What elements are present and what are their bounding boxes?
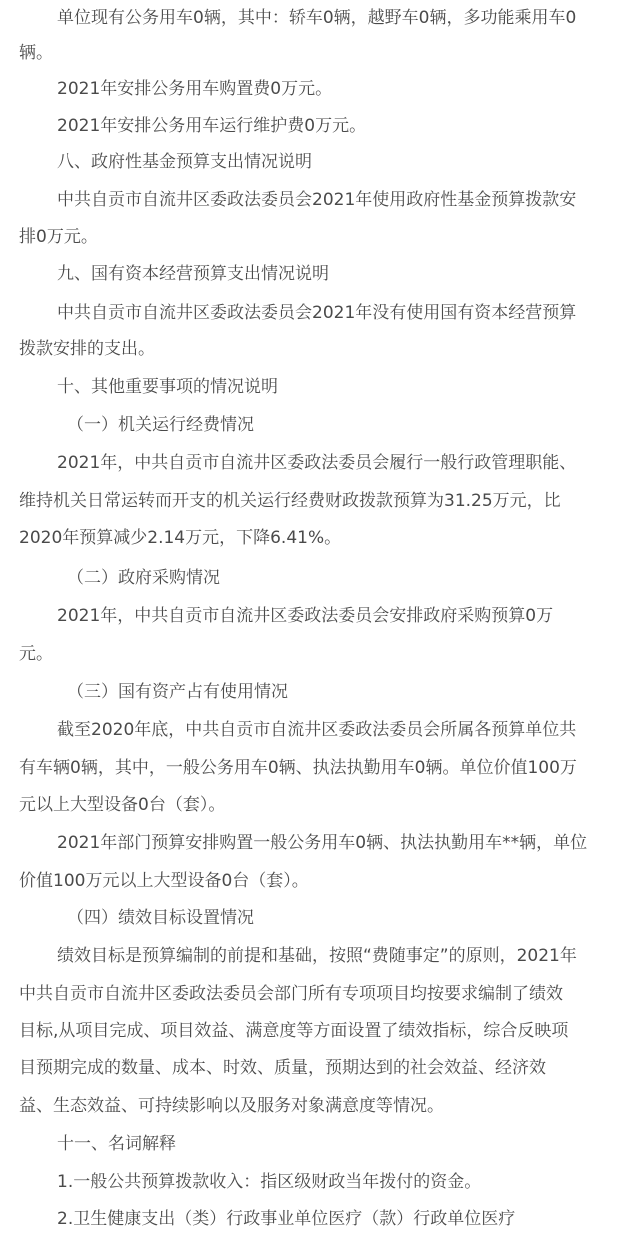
paragraph-line: 拨款安排的支出。 (19, 339, 155, 359)
paragraph-line: 中共自贡市自流井区委政法委员会2021年没有使用国有资本经营预算 (57, 303, 577, 323)
paragraph-line: 排0万元。 (19, 227, 98, 247)
paragraph-line: 2021年，中共自贡市自流井区委政法委员会安排政府采购预算0万 (57, 606, 554, 626)
subsection-heading: （四）绩效目标设置情况 (67, 908, 254, 928)
subsection-heading: （三）国有资产占有使用情况 (67, 682, 288, 702)
paragraph-line: 2021年安排公务用车购置费0万元。 (57, 79, 333, 99)
paragraph-line: 有车辆0辆，其中，一般公务用车0辆、执法执勤用车0辆。单位价值100万 (19, 758, 577, 778)
paragraph-line: 截至2020年底，中共自贡市自流井区委政法委员会所属各预算单位共 (57, 720, 577, 740)
paragraph-line: 价值100万元以上大型设备0台（套）。 (19, 871, 309, 891)
paragraph-line: 元。 (19, 644, 53, 664)
paragraph-line: 元以上大型设备0台（套）。 (19, 795, 226, 815)
paragraph-line: 2020年预算减少2.14万元，下降6.41%。 (19, 528, 342, 548)
paragraph-line: 维持机关日常运转而开支的机关运行经费财政拨款预算为31.25万元，比 (19, 491, 561, 511)
paragraph-line: 2021年安排公务用车运行维护费0万元。 (57, 116, 367, 136)
paragraph-line: 辆。 (19, 43, 53, 63)
paragraph-line: 益、生态效益、可持续影响以及服务对象满意度等情况。 (19, 1096, 444, 1116)
subsection-heading: （二）政府采购情况 (67, 568, 220, 588)
section-heading: 九、国有资本经营预算支出情况说明 (57, 264, 329, 284)
section-heading: 十、其他重要事项的情况说明 (57, 377, 278, 397)
section-heading: 八、政府性基金预算支出情况说明 (57, 152, 312, 172)
paragraph-line: 中共自贡市自流井区委政法委员会2021年使用政府性基金预算拨款安 (57, 190, 577, 210)
section-heading: 十一、名词解释 (57, 1134, 176, 1154)
paragraph-line: 目标,从项目完成、项目效益、满意度等方面设置了绩效指标，综合反映项 (19, 1021, 569, 1041)
paragraph-line: 2021年部门预算安排购置一般公务用车0辆、执法执勤用车**辆，单位 (57, 833, 588, 853)
paragraph-line: 绩效目标是预算编制的前提和基础，按照“费随事定”的原则，2021年 (57, 946, 577, 966)
paragraph-line: 中共自贡市自流井区委政法委员会部门所有专项项目均按要求编制了绩效 (19, 984, 563, 1004)
paragraph-line: 2021年，中共自贡市自流井区委政法委员会履行一般行政管理职能、 (57, 453, 577, 473)
paragraph-line: 单位现有公务用车0辆，其中：轿车0辆，越野车0辆，多功能乘用车0 (57, 8, 577, 28)
paragraph-line: 1.一般公共预算拨款收入：指区级财政当年拨付的资金。 (57, 1172, 482, 1192)
paragraph-line: 2.卫生健康支出（类）行政事业单位医疗（款）行政单位医疗 (57, 1209, 516, 1229)
paragraph-line: 目预期完成的数量、成本、时效、质量，预期达到的社会效益、经济效 (19, 1058, 546, 1078)
subsection-heading: （一）机关运行经费情况 (67, 415, 254, 435)
